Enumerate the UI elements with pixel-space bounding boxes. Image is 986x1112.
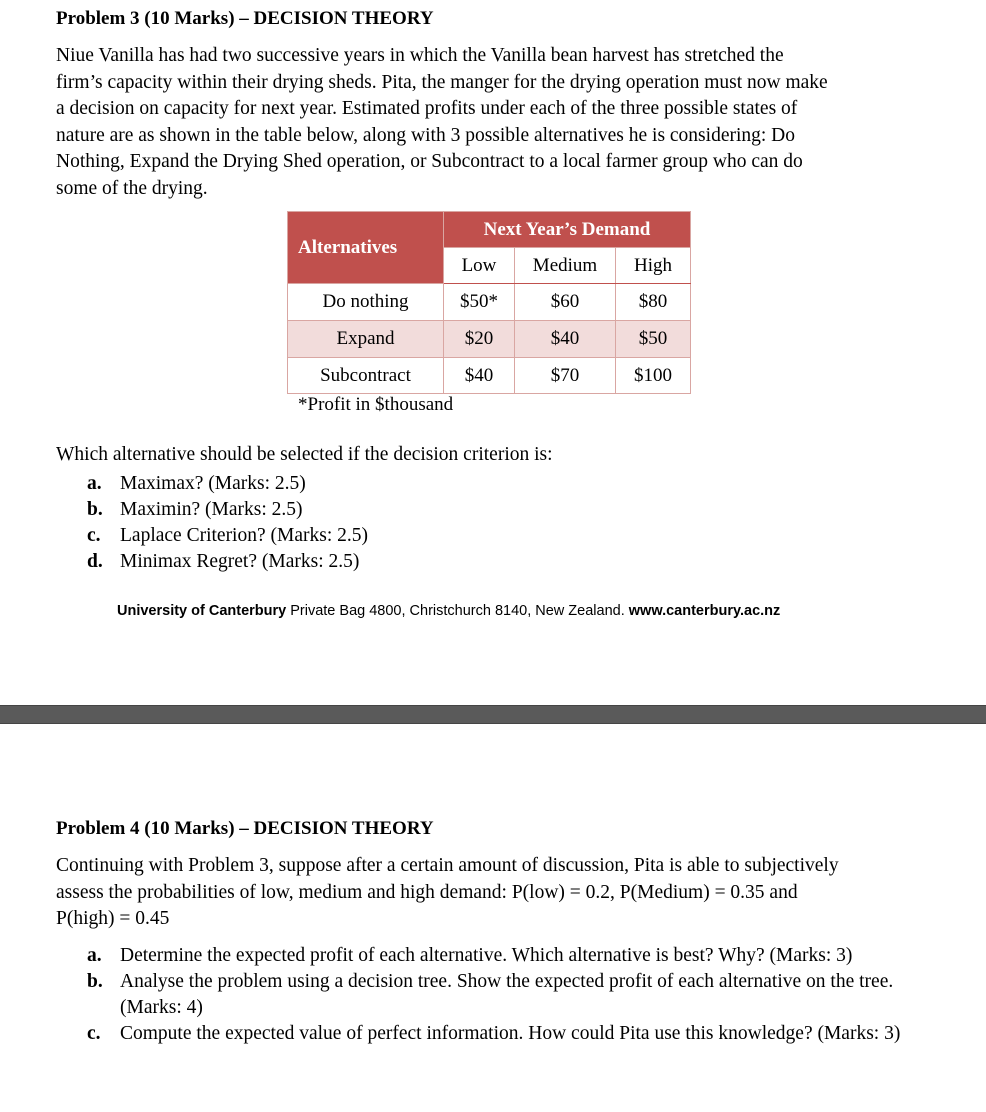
table-cell: $40: [444, 358, 515, 394]
page-2: [0, 724, 986, 1112]
list-item: [87, 471, 368, 497]
list-item: [87, 549, 368, 575]
row-label: Do nothing: [288, 284, 444, 321]
footer-address: Private Bag 4800, Christchurch 8140, New Zealand.: [286, 603, 629, 619]
list-marker: a.: [87, 945, 102, 966]
footer-website: www.canterbury.ac.nz: [628, 603, 781, 619]
list-item-text: Determine the expected profit of each alternative. Which alternative is best? Why? (Marks: 3): [120, 945, 853, 966]
table-row: [288, 284, 691, 321]
list-marker: d.: [87, 551, 103, 572]
table-row: [288, 321, 691, 358]
table-cell: $80: [616, 284, 691, 321]
list-item-text: Minimax Regret? (Marks: 2.5): [120, 551, 360, 572]
paragraph-line: Continuing with Problem 3, suppose after a certain amount of discussion, Pita is able to subjectively: [56, 855, 839, 876]
table-cell: $60: [515, 284, 616, 321]
column-header-medium: Medium: [515, 248, 616, 284]
row-label: Subcontract: [288, 358, 444, 394]
paragraph-line: firm’s capacity within their drying sheds. Pita, the manger for the drying operation must now make: [56, 71, 828, 93]
paragraph-line: nature are as shown in the table below, along with 3 possible alternatives he is considering: Do: [56, 124, 796, 146]
footer-institution: University of Canterbury: [117, 603, 287, 619]
list-item: [87, 523, 368, 549]
list-marker: a.: [87, 473, 102, 494]
column-header-low: Low: [444, 248, 515, 284]
list-item-text: Compute the expected value of perfect information. How could Pita use this knowledge? (Marks: 3): [120, 1023, 901, 1044]
table-cell: $40: [515, 321, 616, 358]
table-footnote: *Profit in $thousand: [298, 394, 454, 415]
problem-3-description: [56, 43, 916, 202]
paragraph-line: assess the probabilities of low, medium and high demand: P(low) = 0.2, P(Medium) = 0.35 and: [56, 881, 798, 903]
list-item: [87, 943, 907, 969]
problem-4-questions: [87, 943, 907, 1047]
paragraph-line: Niue Vanilla has had two successive years in which the Vanilla bean harvest has stretched the: [56, 45, 784, 66]
list-marker: b.: [87, 499, 103, 520]
table-cell: $50: [616, 321, 691, 358]
paragraph-line: P(high) = 0.45: [56, 908, 170, 929]
list-item-text: Maximin? (Marks: 2.5): [120, 499, 303, 520]
table-cell: $50*: [444, 284, 515, 321]
list-marker: c.: [87, 1023, 101, 1044]
alternatives-header: Alternatives: [288, 212, 444, 284]
table-cell: $100: [616, 358, 691, 394]
paragraph-line: some of the drying.: [56, 177, 208, 199]
page-footer: [117, 603, 780, 619]
profit-table: [287, 211, 691, 394]
decision-criterion-question: Which alternative should be selected if the decision criterion is:: [56, 444, 553, 465]
list-marker: c.: [87, 525, 101, 546]
paragraph-line: a decision on capacity for next year. Estimated profits under each of the three possible states of: [56, 98, 798, 119]
column-header-high: High: [616, 248, 691, 284]
list-item: [87, 497, 368, 523]
table-row: [288, 358, 691, 394]
problem-3-heading: Problem 3 (10 Marks) – DECISION THEORY: [56, 8, 434, 29]
list-item: [87, 1021, 907, 1047]
list-item-text: Maximax? (Marks: 2.5): [120, 473, 306, 494]
list-item-text: Laplace Criterion? (Marks: 2.5): [120, 525, 368, 546]
table-cell: $70: [515, 358, 616, 394]
paragraph-line: Nothing, Expand the Drying Shed operation, or Subcontract to a local farmer group who can do: [56, 151, 803, 172]
list-item-text: Analyse the problem using a decision tree. Show the expected profit of each alternative on the tree. (Marks: 4): [120, 971, 894, 1018]
table-cell: $20: [444, 321, 515, 358]
criteria-list: [87, 471, 368, 575]
list-marker: b.: [87, 971, 103, 992]
problem-4-description: [56, 853, 912, 933]
problem-4-heading: Problem 4 (10 Marks) – DECISION THEORY: [56, 818, 434, 839]
page-separator: [0, 705, 986, 724]
demand-header: Next Year’s Demand: [444, 212, 691, 248]
row-label: Expand: [288, 321, 444, 358]
list-item: [87, 969, 907, 1021]
